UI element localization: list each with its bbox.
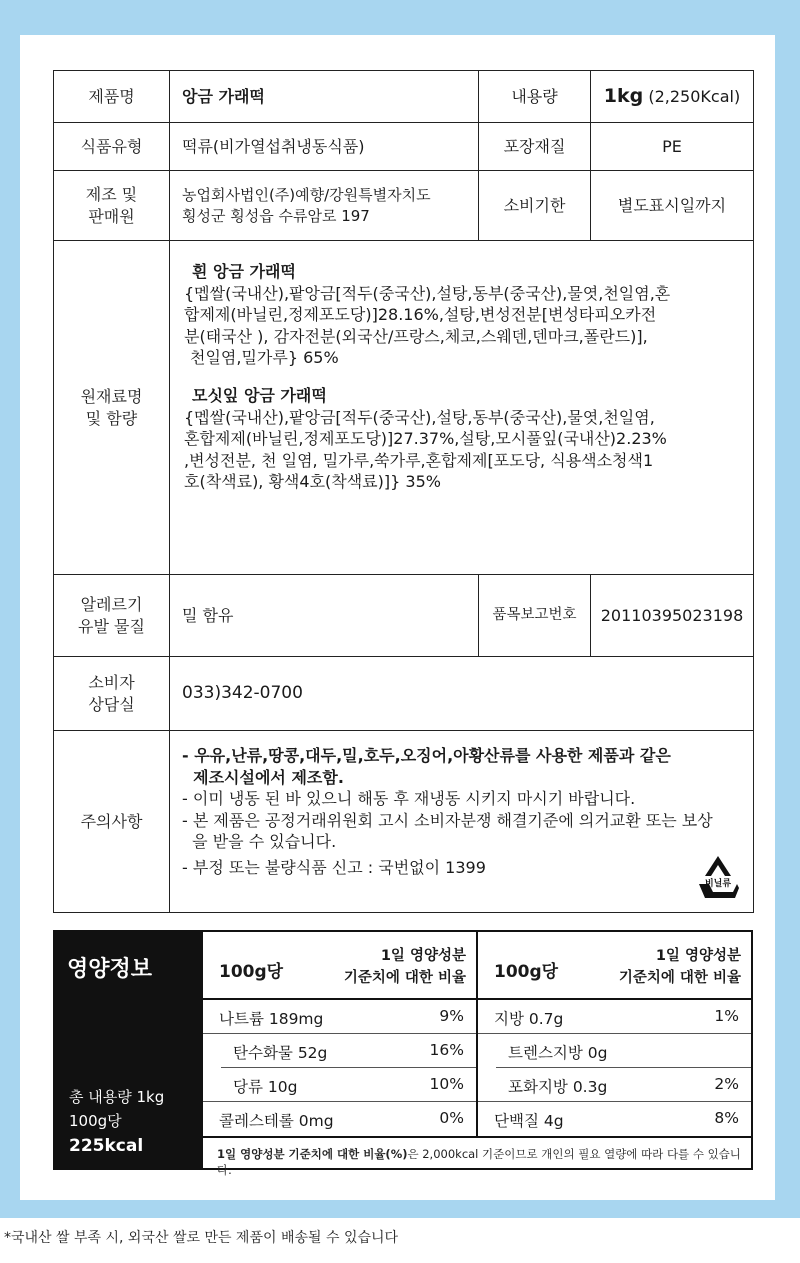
nutrition-facts (53, 930, 753, 1177)
daily-value-label (619, 946, 741, 990)
caution-line: - 부정 또는 불량식품 신고 : 국번없이 1399 (182, 857, 486, 877)
report-number-label: 품목보고번호 (479, 575, 591, 657)
daily-value-line1: 1일 영양성분 (380, 948, 466, 964)
allergy-label-line1: 알레르기 (80, 594, 143, 614)
nutrient-row (478, 1034, 751, 1068)
daily-value-line2: 기준치에 대한 비율 (343, 969, 466, 986)
row-allergy (54, 575, 754, 657)
nutrition-footnote-rest: 은 2,000kcal 기준이므로 개인의 필요 열량에 따라 다를 수 있습니다. (217, 1147, 741, 1177)
nutrient-name: 당류 10g (233, 1078, 298, 1096)
caution-line: - 우유,난류,땅콩,대두,밀,호두,오징어,아황산류를 사용한 제품과 같은 (182, 746, 671, 765)
ingredient-line: 합제제(바닐린,정제포도당)]28.16%,설탕,변성전분[변성타피오카전 (184, 305, 657, 325)
nutrient-name: 지방 0.7g (494, 1010, 564, 1028)
allergy-label-line2: 유발 물질 (78, 616, 145, 636)
allergy-value: 밀 함유 (170, 575, 479, 657)
consumer-label-line1: 소비자 (88, 672, 135, 692)
nutrient-percent: 9% (439, 1007, 464, 1025)
daily-value-line1: 1일 영양성분 (655, 948, 741, 964)
nutrient-percent: 2% (714, 1075, 739, 1093)
volume-kcal: (2,250Kcal) (648, 86, 741, 106)
ingredients-label-line2: 및 함량 (85, 408, 138, 428)
volume-strong: 1kg (603, 84, 644, 107)
nutrient-row (478, 1068, 751, 1102)
nutrient-row (203, 1068, 476, 1102)
packaging-value: PE (591, 123, 754, 171)
daily-value-label (344, 946, 466, 990)
nutrition-footnote-bold: 1일 영양성분 기준치에 대한 비율(%) (217, 1147, 408, 1161)
food-type-label: 식품유형 (54, 123, 170, 171)
row-manufacturer (54, 171, 754, 241)
row-caution (54, 731, 754, 913)
calories: 225kcal (69, 1136, 144, 1156)
nutrient-row (203, 1102, 476, 1136)
expiry-label: 소비기한 (479, 171, 591, 241)
nutrition-column-left (203, 932, 478, 1136)
ingredients-label (54, 241, 170, 575)
expiry-value: 별도표시일까지 (591, 171, 754, 241)
nutrient-name: 포화지방 0.3g (508, 1078, 608, 1096)
manufacturer-address (170, 171, 479, 241)
per-100g-label: 100g당 (219, 962, 284, 982)
caution-line: 을 받을 수 있습니다. (182, 832, 337, 852)
manufacturer-label-line2: 판매원 (88, 206, 135, 226)
caution-content (170, 731, 754, 913)
nutrient-percent: 16% (429, 1041, 464, 1059)
nutrient-row (203, 1034, 476, 1068)
nutrition-column-right (478, 932, 751, 1136)
nutrient-name: 탄수화물 52g (233, 1044, 328, 1062)
ingredient-line: {멥쌀(국내산),팥앙금[적두(중국산),설탕,동부(중국산),물엿,천일염, (184, 407, 655, 427)
food-type: 떡류(비가열섭취냉동식품) (170, 123, 479, 171)
nutrition-total (69, 1085, 164, 1160)
column-header (478, 932, 751, 1000)
nutrient-name: 콜레스테롤 0mg (219, 1112, 334, 1130)
per-serving: 100g당 (69, 1112, 122, 1130)
nutrient-percent: 8% (714, 1109, 739, 1127)
ingredient-line: {멥쌀(국내산),팥앙금[적두(중국산),설탕,동부(중국산),물엿,천일염,혼 (184, 283, 671, 303)
caution-label: 주의사항 (54, 731, 170, 913)
total-weight: 총 내용량 1kg (69, 1088, 165, 1106)
volume-label: 내용량 (479, 71, 591, 123)
nutrient-row (478, 1102, 751, 1136)
nutrition-header (55, 932, 203, 1168)
row-consumer (54, 657, 754, 731)
nutrient-row (478, 1000, 751, 1034)
ingredients-label-line1: 원재료명 (80, 386, 143, 406)
nutrition-footnote (203, 1136, 751, 1177)
ingredient-line: 혼합제제(바닐린,정제포도당)]27.37%,설탕,모시풀잎(국내산)2.23% (184, 429, 667, 449)
nutrient-percent: 1% (714, 1007, 739, 1025)
ingredients-content (170, 241, 754, 575)
consumer-phone: 033)342-0700 (170, 657, 754, 731)
manufacturer-label (54, 171, 170, 241)
nutrient-percent: 10% (429, 1075, 464, 1093)
product-name: 앙금 가래떡 (170, 71, 479, 123)
ingredient-product-name: 모싯잎 앙금 가래떡 (192, 385, 327, 405)
ingredient-product-body (184, 407, 741, 493)
manufacturer-line1: 농업회사법인(주)예향/강원특별자치도 (182, 186, 431, 205)
nutrient-name: 나트륨 189mg (219, 1010, 324, 1028)
ingredient-line: 호(착색료), 황색4호(착색료)]} 35% (184, 472, 441, 492)
product-info-table (53, 70, 754, 913)
ingredient-product-body (184, 283, 741, 369)
product-name-label: 제품명 (54, 71, 170, 123)
nutrient-percent: 0% (439, 1109, 464, 1127)
ingredient-line: 분(태국산 ), 감자전분(외국산/프랑스,체코,스웨덴,덴마크,폴란드)], (184, 326, 648, 346)
row-ingredients (54, 241, 754, 575)
manufacturer-label-line1: 제조 및 (85, 184, 138, 204)
caution-line: - 본 제품은 공정거래위원회 고시 소비자분쟁 해결기준에 의거교환 또는 보상 (182, 810, 713, 830)
report-number: 20110395023198 (591, 575, 754, 657)
nutrient-row (203, 1000, 476, 1034)
row-product-name (54, 71, 754, 123)
ingredient-line: 천일염,밀가루} 65% (190, 348, 339, 368)
nutrient-name: 트렌스지방 0g (508, 1044, 608, 1062)
recycle-label: 비닐류 (704, 879, 732, 889)
per-100g-label: 100g당 (494, 962, 559, 982)
ingredient-product-name: 흰 앙금 가래떡 (192, 262, 296, 281)
consumer-label (54, 657, 170, 731)
caution-line: 제조시설에서 제조함. (182, 767, 344, 787)
volume-value (591, 71, 754, 123)
caution-line: - 이미 냉동 된 바 있으니 해동 후 재냉동 시키지 마시기 바랍니다. (182, 789, 636, 809)
ingredient-line: ,변성전분, 천 일염, 밀가루,쑥가루,혼합제제[포도당, 식용색소청색1 (184, 450, 654, 470)
nutrition-title: 영양정보 (67, 957, 153, 982)
column-header (203, 932, 476, 1000)
row-food-type (54, 123, 754, 171)
consumer-label-line2: 상담실 (88, 694, 135, 714)
rice-origin-footnote: *국내산 쌀 부족 시, 외국산 쌀로 만든 제품이 배송될 수 있습니다 (4, 1230, 399, 1246)
recycle-icon (693, 852, 743, 902)
allergy-label (54, 575, 170, 657)
manufacturer-line2: 횡성군 횡성읍 수류암로 197 (182, 206, 370, 225)
packaging-label: 포장재질 (479, 123, 591, 171)
nutrient-name: 단백질 4g (494, 1112, 564, 1130)
daily-value-line2: 기준치에 대한 비율 (618, 969, 741, 986)
